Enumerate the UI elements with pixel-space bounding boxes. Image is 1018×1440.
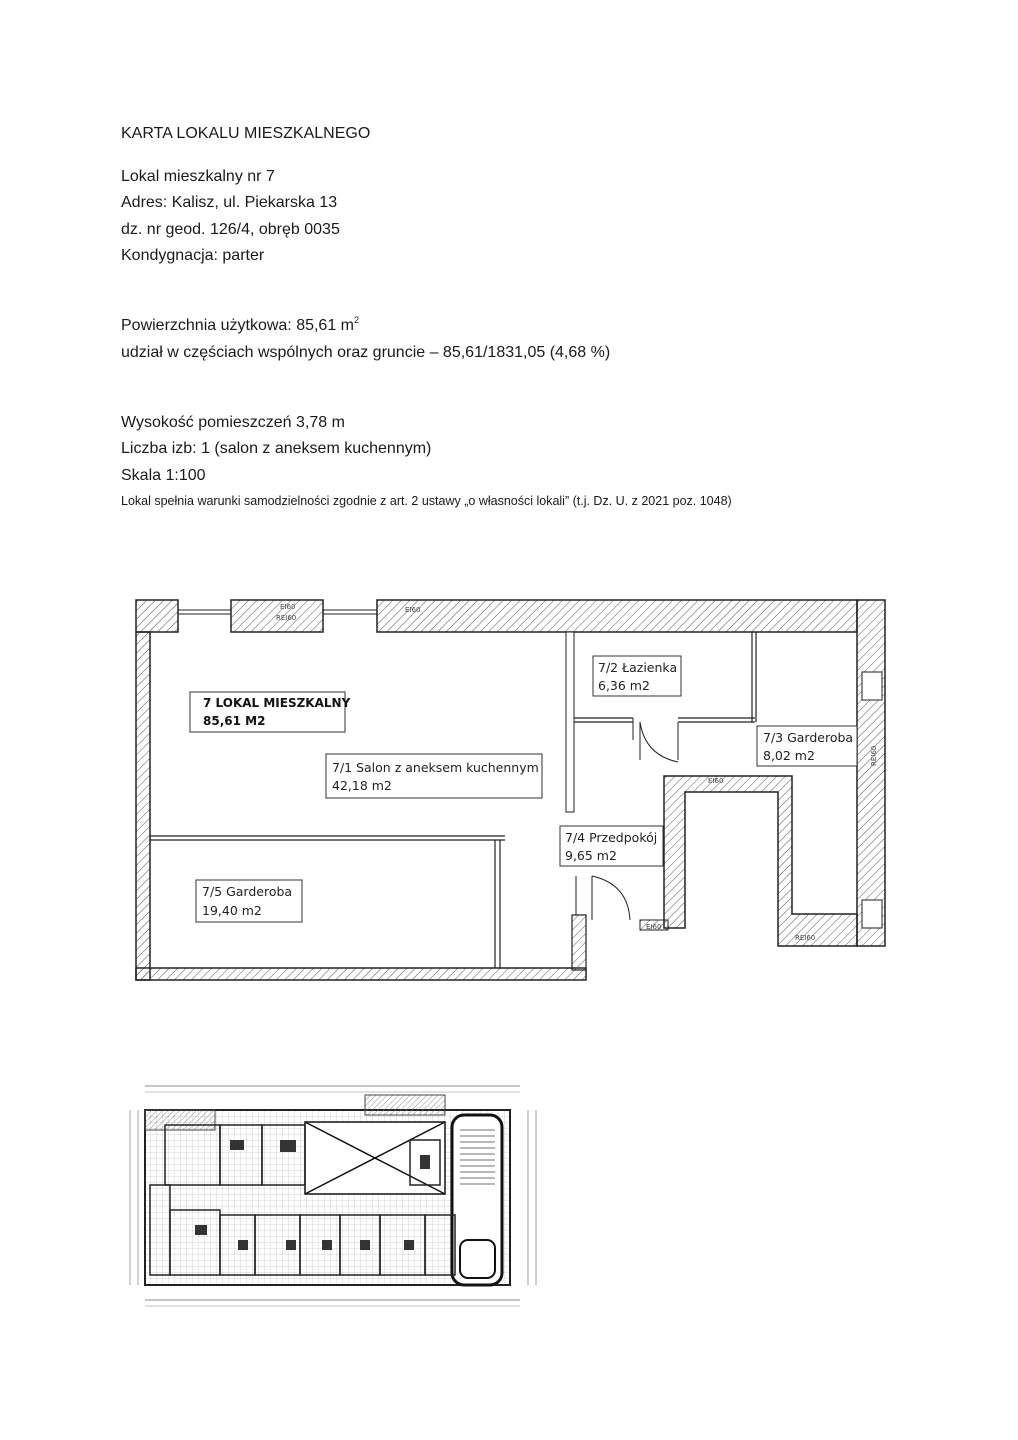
- common-share: udział w częściach wspólnych oraz gruncie – 85,61/1831,05 (4,68 %): [121, 344, 611, 361]
- mark-rei60-core: REI60: [795, 934, 816, 942]
- floor-level: Kondygnacja: parter: [121, 247, 265, 264]
- wall-bottom: [136, 968, 586, 980]
- wall-top-right: [377, 600, 857, 632]
- wall-right: [857, 600, 885, 946]
- building-overview-plan: [0, 1075, 1018, 1325]
- room-2-name: 7/2 Łazienka: [598, 660, 678, 675]
- card-title: KARTA LOKALU MIESZKALNEGO: [121, 125, 371, 142]
- room-5-area: 19,40 m2: [202, 903, 262, 918]
- room-height: Wysokość pomieszczeń 3,78 m: [121, 414, 345, 431]
- mark-ei60-door: EI60: [646, 923, 662, 931]
- room-3-name: 7/3 Garderoba: [763, 730, 854, 745]
- mark-ei60-core: EI60: [708, 777, 724, 785]
- wall-left: [136, 632, 150, 980]
- door-bathroom: [640, 722, 678, 762]
- address: Adres: Kalisz, ul. Piekarska 13: [121, 194, 338, 211]
- unit-number: Lokal mieszkalny nr 7: [121, 168, 275, 185]
- floor-plan: [0, 590, 1018, 990]
- room-count: Liczba izb: 1 (salon z aneksem kuchennym): [121, 440, 432, 457]
- mark-ei60-top-mid: EI60: [280, 603, 296, 611]
- room-1-name: 7/1 Salon z aneksem kuchennym: [332, 760, 539, 775]
- area-unit-exponent: 2: [354, 315, 360, 325]
- unit-area: 85,61 M2: [203, 714, 266, 728]
- room-5-name: 7/5 Garderoba: [202, 884, 293, 899]
- room-3-area: 8,02 m2: [763, 748, 815, 763]
- door-entrance: [592, 876, 630, 920]
- usable-area-text: Powierzchnia użytkowa: 85,61 m: [121, 317, 354, 334]
- wall-top-left: [136, 600, 178, 632]
- room-4-name: 7/4 Przedpokój: [565, 830, 658, 845]
- legal-note: Lokal spełnia warunki samodzielności zgodnie z art. 2 ustawy „o własności lokali” (t.j. Dz. U. z 2021 poz. 1048): [121, 494, 732, 508]
- wall-core: [664, 776, 857, 946]
- room-4-area: 9,65 m2: [565, 848, 617, 863]
- room-2-area: 6,36 m2: [598, 678, 650, 693]
- parcel: dz. nr geod. 126/4, obręb 0035: [121, 221, 340, 238]
- mark-rei60-top-mid: REI60: [276, 614, 297, 622]
- scale: Skala 1:100: [121, 467, 206, 484]
- mark-rei60-right: REI60: [870, 745, 878, 766]
- usable-area: [121, 316, 359, 336]
- room-1-area: 42,18 m2: [332, 778, 392, 793]
- unit-title: 7 LOKAL MIESZKALNY: [203, 696, 351, 710]
- mark-ei60-top-right: EI60: [405, 606, 421, 614]
